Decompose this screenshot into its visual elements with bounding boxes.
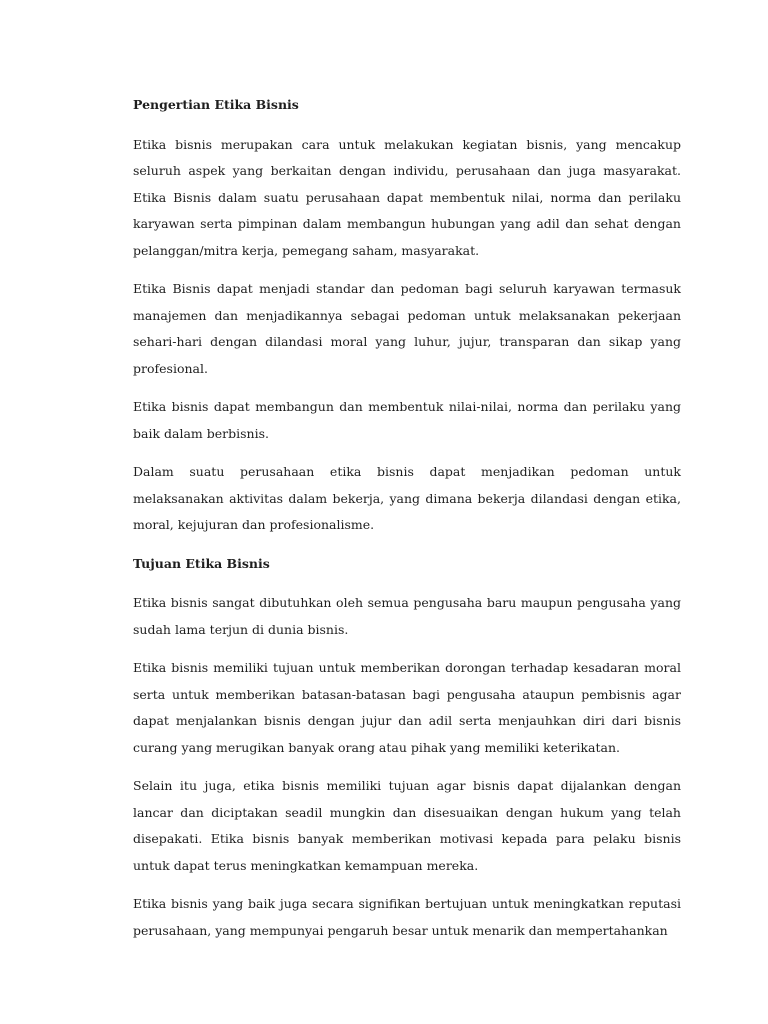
paragraph: Etika Bisnis dapat menjadi standar dan pedoman bagi seluruh karyawan termasuk manajemen dan menjadikannya sebagai pedoman untuk melaksanakan pekerjaan sehari-hari dengan dilandasi moral yang luhur, jujur, transparan dan sikap yang profesional. [133, 281, 681, 376]
paragraph: Etika bisnis sangat dibutuhkan oleh semua pengusaha baru maupun pengusaha yang sudah lama terjun di dunia bisnis. [133, 595, 681, 637]
paragraph: Dalam suatu perusahaan etika bisnis dapat menjadikan pedoman untuk melaksanakan aktivitas dalam bekerja, yang dimana bekerja dilandasi dengan etika, moral, kejujuran dan profesionalisme. [133, 464, 681, 532]
section-heading-pengertian: Pengertian Etika Bisnis [133, 97, 299, 112]
paragraph: Etika bisnis dapat membangun dan membentuk nilai-nilai, norma dan perilaku yang baik dalam berbisnis. [133, 399, 681, 441]
paragraph: Etika bisnis memiliki tujuan untuk memberikan dorongan terhadap kesadaran moral serta untuk memberikan batasan-batasan bagi pengusaha ataupun pembisnis agar dapat menjalankan bisnis dengan jujur dan adil serta menjauhkan diri dari bisnis curang yang merugikan banyak orang atau pihak yang memiliki keterikatan. [133, 660, 681, 755]
paragraph: Selain itu juga, etika bisnis memiliki tujuan agar bisnis dapat dijalankan dengan lancar dan diciptakan seadil mungkin dan disesuaikan dengan hukum yang telah disepakati. Etika bisnis banyak memberikan motivasi kepada para pelaku bisnis untuk dapat terus meningkatkan kemampuan mereka. [133, 778, 681, 873]
section-heading-tujuan: Tujuan Etika Bisnis [133, 555, 270, 571]
paragraph: Etika bisnis merupakan cara untuk melakukan kegiatan bisnis, yang mencakup seluruh aspek yang berkaitan dengan individu, perusahaan dan juga masyarakat. Etika Bisnis dalam suatu perusahaan dapat membentuk nilai, norma dan perilaku karyawan serta pimpinan dalam membangun hubungan yang adil dan sehat dengan pelanggan/mitra kerja, pemegang saham, masyarakat. [133, 136, 681, 258]
document-page [133, 92, 681, 956]
paragraph-truncated: Etika bisnis yang baik juga secara signifikan bertujuan untuk meningkatkan reputasi perusahaan, yang mempunyai pengaruh besar untuk menarik dan mempertahankan [133, 896, 681, 938]
